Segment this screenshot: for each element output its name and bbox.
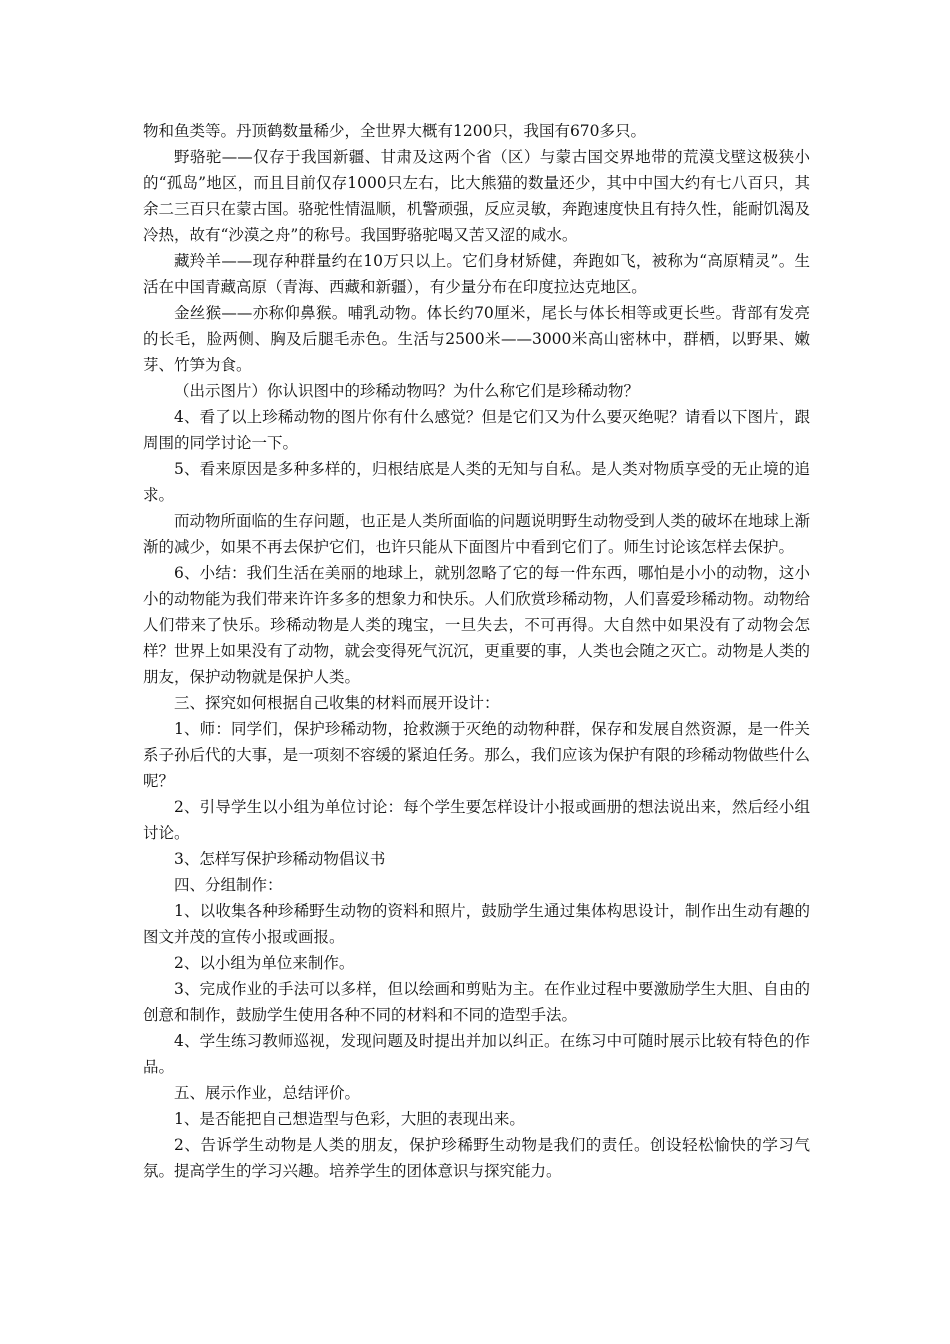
paragraph-section-4-item-4: 4、学生练习教师巡视，发现问题及时提出并加以纠正。在练习中可随时展示比较有特色的作品。 — [143, 1032, 810, 1076]
section-heading-5: 五、展示作业，总结评价。 — [174, 1084, 361, 1102]
paragraph-tibetan-antelope: 藏羚羊——现存种群量约在10万只以上。它们身材矫健，奔跑如飞，被称为“高原精灵”。生活在中国青藏高原（青海、西藏和新疆），有少量分布在印度拉达克地区。 — [143, 252, 810, 296]
section-heading-4: 四、分组制作： — [174, 876, 283, 894]
paragraph-wild-camel: 野骆驼——仅存于我国新疆、甘肃及这两个省（区）与蒙古国交界地带的荒漠戈壁这极狭小的“孤岛”地区，而且目前仅存1000只左右，比大熊猫的数量还少，其中中国大约有七八百只，其余二三百只在蒙古国。骆驼性情温顺，机警顽强，反应灵敏，奔跑速度快且有持久性，能耐饥渴及冷热，故有“沙漠之舟”的称号。我国野骆驼喝又苦又涩的咸水。 — [143, 148, 810, 244]
paragraph-section-4-item-2: 2、以小组为单位来制作。 — [174, 954, 355, 972]
section-heading-3: 三、探究如何根据自己收集的材料而展开设计： — [174, 694, 500, 712]
paragraph-section-3-item-1: 1、师：同学们，保护珍稀动物，抢救濒于灭绝的动物种群，保存和发展自然资源，是一件关系子孙后代的大事，是一项刻不容缓的紧迫任务。那么，我们应该为保护有限的珍稀动物做些什么呢？ — [143, 720, 810, 790]
paragraph-survival-problem: 而动物所面临的生存问题，也正是人类所面临的问题说明野生动物受到人类的破坏在地球上渐渐的减少，如果不再去保护它们，也许只能从下面图片中看到它们了。师生讨论该怎样去保护。 — [143, 512, 810, 556]
paragraph-section-4-item-3: 3、完成作业的手法可以多样，但以绘画和剪贴为主。在作业过程中要激励学生大胆、自由的创意和制作，鼓励学生使用各种不同的材料和不同的造型手法。 — [143, 980, 810, 1024]
paragraph-section-3-item-2: 2、引导学生以小组为单位讨论：每个学生要怎样设计小报或画册的想法说出来，然后经小组讨论。 — [143, 798, 810, 842]
document-page — [143, 118, 810, 1184]
paragraph-section-5-item-2: 2、告诉学生动物是人类的朋友，保护珍稀野生动物是我们的责任。创设轻松愉快的学习气氛。提高学生的学习兴趣。培养学生的团体意识与探究能力。 — [143, 1136, 810, 1180]
paragraph-step-4: 4、看了以上珍稀动物的图片你有什么感觉？但是它们又为什么要灭绝呢？请看以下图片，跟周围的同学讨论一下。 — [143, 408, 810, 452]
paragraph-section-3-item-3: 3、怎样写保护珍稀动物倡议书 — [174, 850, 386, 868]
paragraph-step-5: 5、看来原因是多种多样的，归根结底是人类的无知与自私。是人类对物质享受的无止境的追求。 — [143, 460, 810, 504]
paragraph-show-pictures: （出示图片）你认识图中的珍稀动物吗？为什么称它们是珍稀动物？ — [174, 382, 640, 400]
paragraph-section-5-item-1: 1、是否能把自己想造型与色彩，大胆的表现出来。 — [174, 1110, 525, 1128]
paragraph-crane-continued: 物和鱼类等。丹顶鹤数量稀少，全世界大概有1200只，我国有670多只。 — [143, 122, 647, 140]
paragraph-golden-monkey: 金丝猴——亦称仰鼻猴。哺乳动物。体长约70厘米，尾长与体长相等或更长些。背部有发亮的长毛，脸两侧、胸及后腿毛赤色。生活与2500米——3000米高山密林中，群栖，以野果、嫩芽、竹笋为食。 — [143, 304, 810, 374]
paragraph-step-6-summary: 6、小结：我们生活在美丽的地球上，就别忽略了它的每一件东西，哪怕是小小的动物，这小小的动物能为我们带来许许多多的想象力和快乐。人们欣赏珍稀动物，人们喜爱珍稀动物。动物给人们带来了快乐。珍稀动物是人类的瑰宝，一旦失去，不可再得。大自然中如果没有了动物会怎样？世界上如果没有了动物，就会变得死气沉沉，更重要的事，人类也会随之灭亡。动物是人类的朋友，保护动物就是保护人类。 — [143, 564, 810, 686]
paragraph-section-4-item-1: 1、以收集各种珍稀野生动物的资料和照片，鼓励学生通过集体构思设计，制作出生动有趣的图文并茂的宣传小报或画报。 — [143, 902, 810, 946]
